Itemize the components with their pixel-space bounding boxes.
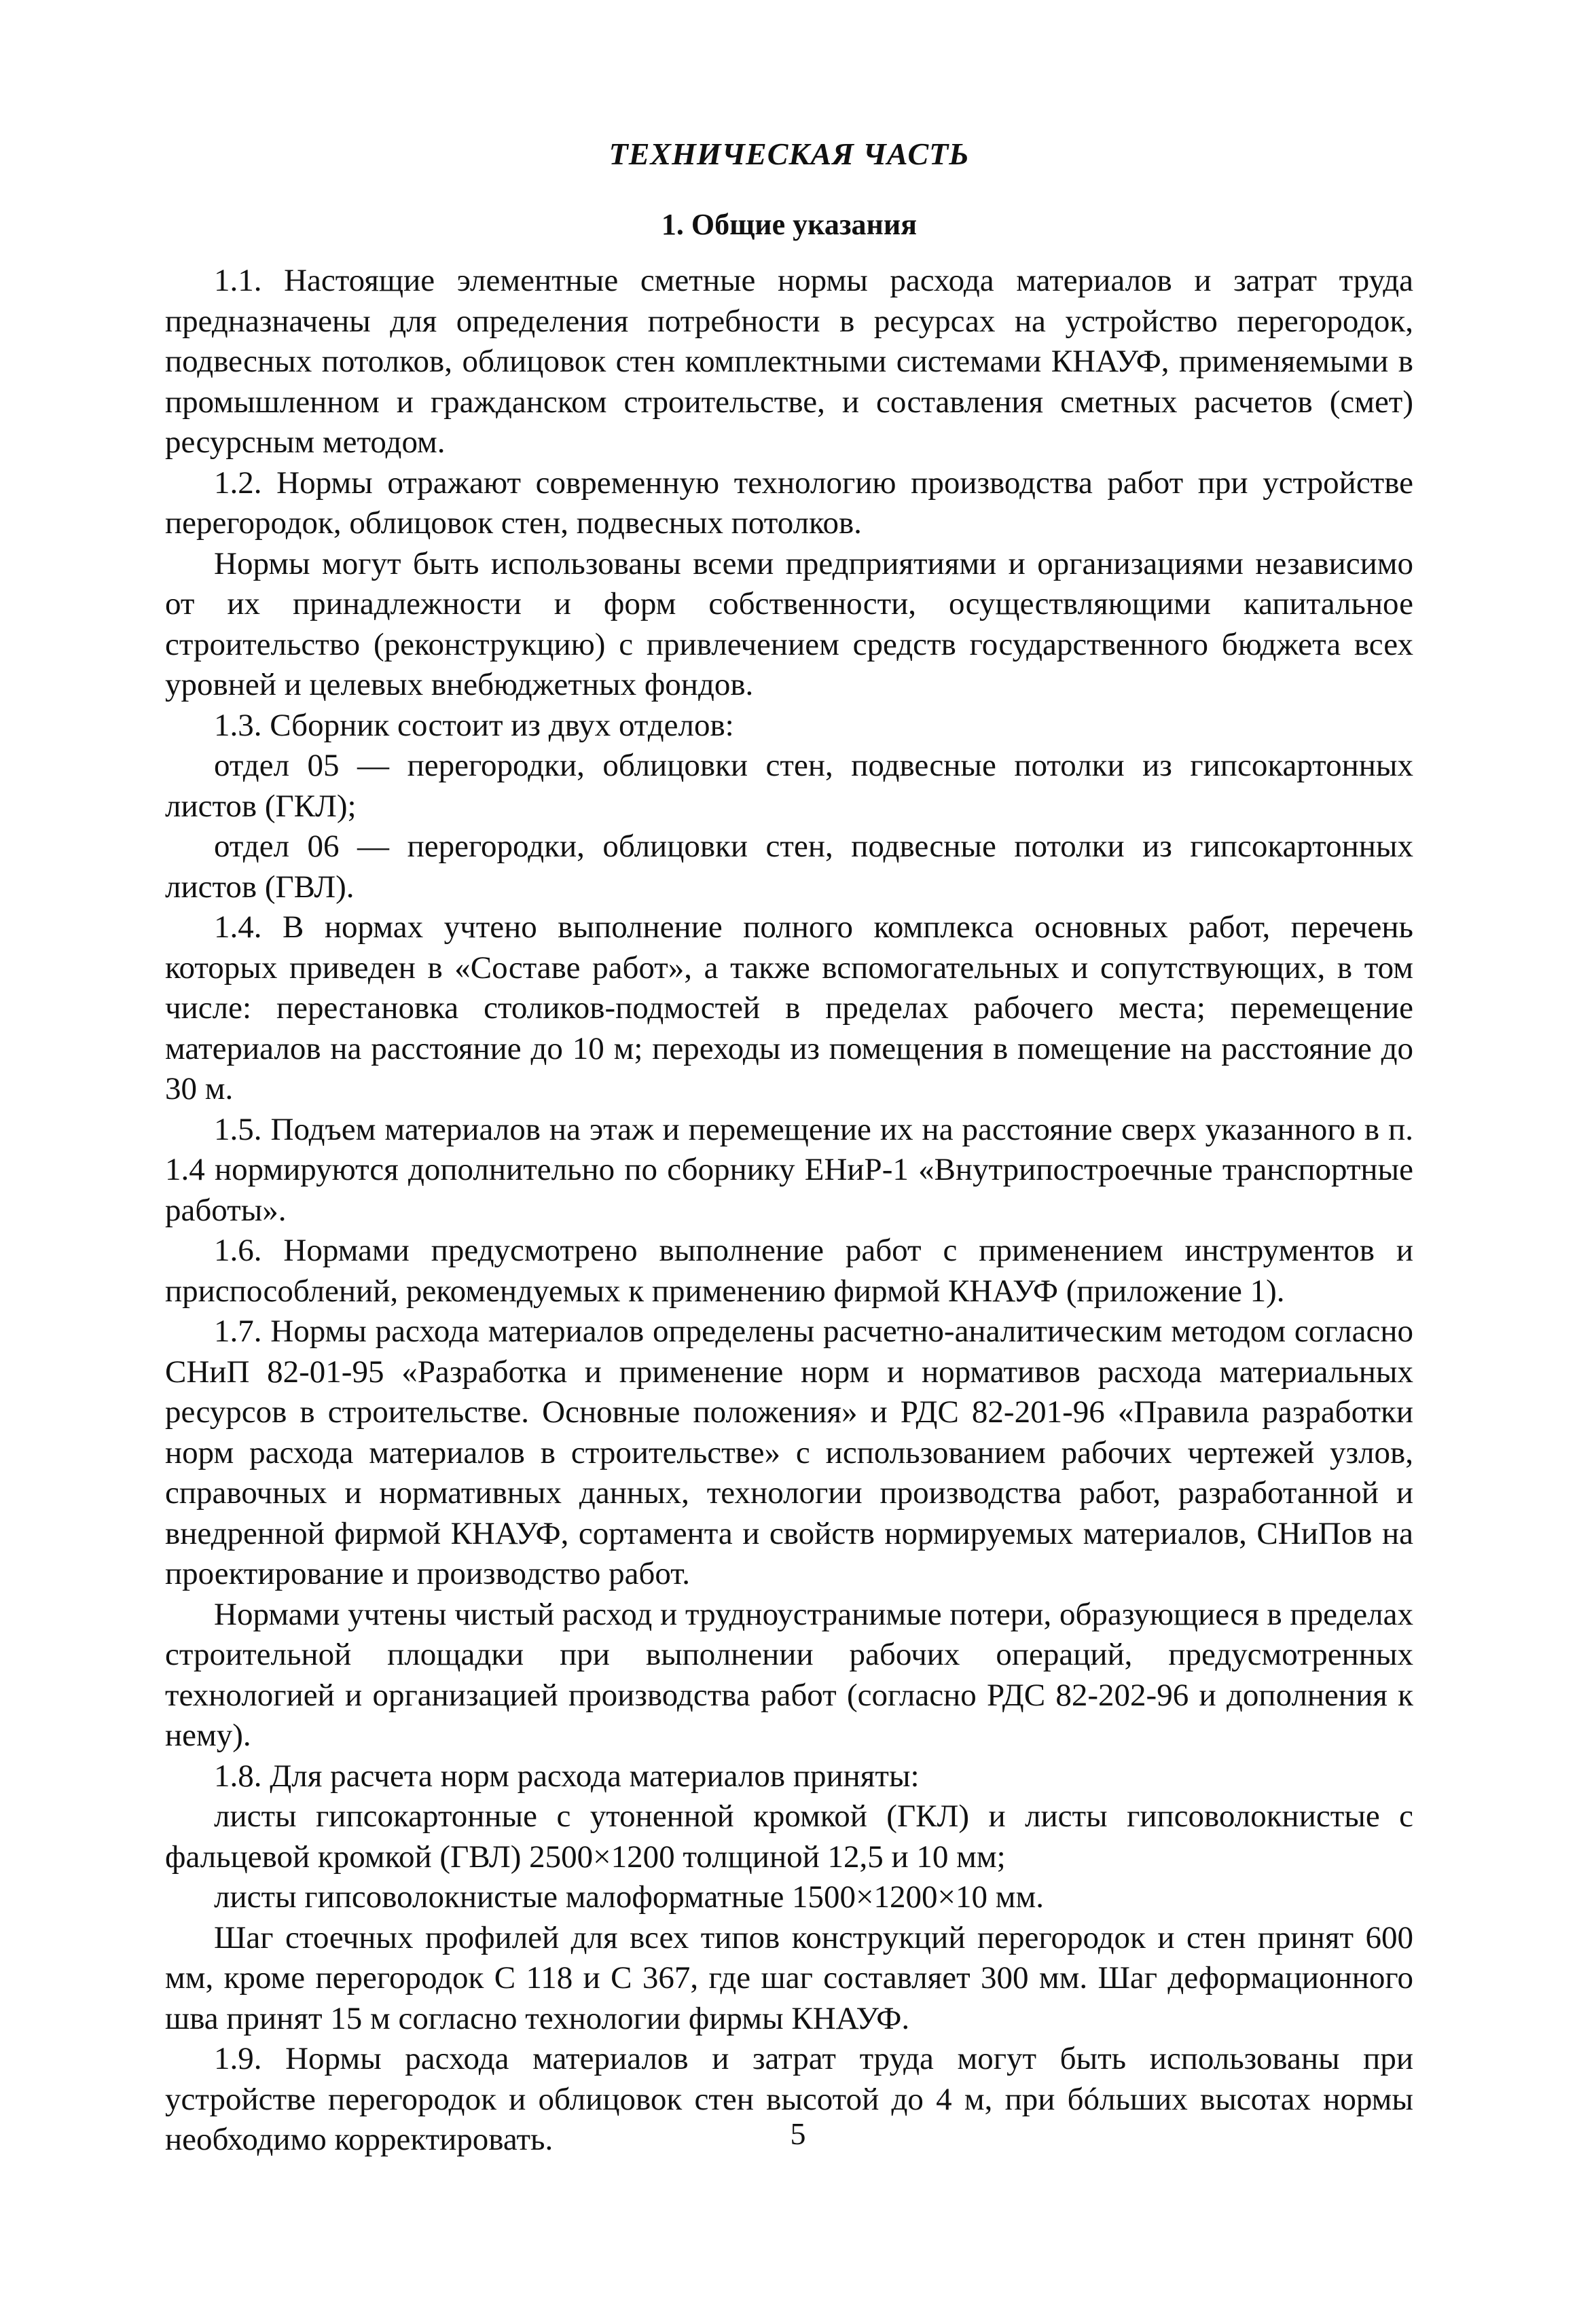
subsection-title: 1. Общие указания (661, 208, 918, 241)
paragraph-section-05: отдел 05 — перегородки, облицовки стен, подвесные потолки из гипсокартонных листов (ГКЛ); (165, 748, 1413, 824)
paragraph-1-6: 1.6. Нормами предусмотрено выполнение работ с применением инструментов и приспособлений, рекомендуемых к применению фирмой КНАУФ (приложение 1). (165, 1233, 1413, 1309)
section-title: ТЕХНИЧЕСКАЯ ЧАСТЬ (609, 137, 970, 171)
paragraph-small-format-sheets: листы гипсоволокнистые малоформатные 1500×1200×10 мм. (214, 1879, 1045, 1915)
paragraph-1-2: 1.2. Нормы отражают современную технологию производства работ при устройстве перегородок, облицовок стен, подвесных потолков. (165, 465, 1413, 541)
paragraph-1-5: 1.5. Подъем материалов на этаж и перемещение их на расстояние сверх указанного в п. 1.4 нормируются дополнительно по сборнику ЕНиР-1 «Внутрипостроечные транспортные работы». (165, 1111, 1413, 1228)
page-content (165, 133, 1413, 2161)
paragraph-1-2-continued: Нормы могут быть использованы всеми предприятиями и организациями независимо от их принадлежности и форм собственности, осуществляющими капитальное строительство (реконструкцию) с привлечением средств государственного бюджета всех уровней и целевых внебюджетных фондов. (165, 545, 1413, 702)
page-number: 5 (790, 2116, 806, 2151)
paragraph-section-06: отдел 06 — перегородки, облицовки стен, подвесные потолки из гипсокартонных листов (ГВЛ). (165, 829, 1413, 905)
paragraph-1-7: 1.7. Нормы расхода материалов определены расчетно-аналитическим методом согласно СНиП 82-01-95 «Разработка и применение норм и нормативов расхода материальных ресурсов в строительстве. Основные положения» и РДС 82-201-96 «Правила разработки норм расхода материалов в строительстве» с использованием рабочих чертежей узлов, справочных и нормативных данных, технологии производства работ, разработанной и внедренной фирмой КНАУФ, сортамента и свойств нормируемых материалов, СНиПов на проектирование и производство работ. (165, 1314, 1413, 1591)
paragraph-profile-step: Шаг стоечных профилей для всех типов конструкций перегородок и стен принят 600 мм, кроме перегородок С 118 и С 367, где шаг составляет 300 мм. Шаг деформационного шва принят 15 м согласно технологии фирмы КНАУФ. (165, 1919, 1413, 2036)
paragraph-1-1: 1.1. Настоящие элементные сметные нормы расхода материалов и затрат труда предназначены для определения потребности в ресурсах на устройство перегородок, подвесных потолков, облицовок стен комплектными системами КНАУФ, применяемыми в промышленном и гражданском строительстве, и составления сметных расчетов (смет) ресурсным методом. (165, 263, 1413, 460)
paragraph-sheets-gkl-gvl: листы гипсокартонные с утоненной кромкой (ГКЛ) и листы гипсоволокнистые с фальцевой кромкой (ГВЛ) 2500×1200 толщиной 12,5 и 10 мм; (165, 1799, 1413, 1875)
paragraph-1-9: 1.9. Нормы расхода материалов и затрат труда могут быть использованы при устройстве перегородок и облицовок стен высотой до 4 м, при бóльших высотах нормы необходимо корректировать. (165, 2041, 1413, 2157)
paragraph-1-3: 1.3. Сборник состоит из двух отделов: (214, 707, 734, 743)
paragraph-1-8: 1.8. Для расчета норм расхода материалов приняты: (214, 1758, 920, 1794)
paragraph-1-4: 1.4. В нормах учтено выполнение полного комплекса основных работ, перечень которых приведен в «Составе работ», а также вспомогательных и сопутствующих, в том числе: перестановка столиков-подмостей в пределах рабочего места; перемещение материалов на расстояние до 10 м; переходы из помещения в помещение на расстояние до 30 м. (165, 909, 1413, 1106)
paragraph-1-7-continued: Нормами учтены чистый расход и трудноустранимые потери, образующиеся в пределах строительной площадки при выполнении рабочих операций, предусмотренных технологией и организацией производства работ (согласно РДС 82-202-96 и дополнения к нему). (165, 1596, 1413, 1753)
